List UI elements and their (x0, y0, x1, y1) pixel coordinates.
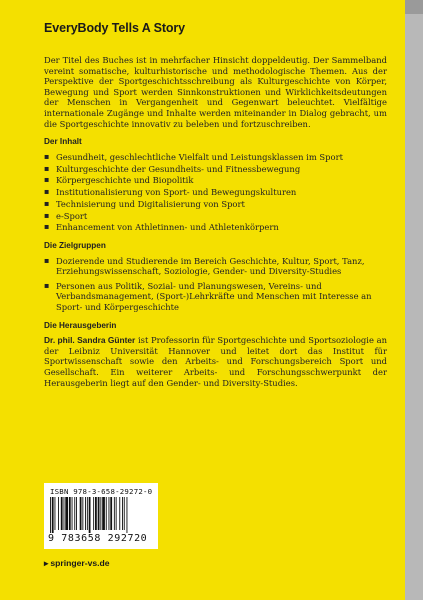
contents-list (44, 152, 387, 233)
list-item (44, 222, 387, 233)
barcode-bar (69, 497, 71, 530)
barcode-bar (127, 497, 128, 533)
bullet-icon: ▪ (44, 222, 50, 232)
barcode-bar (110, 497, 112, 530)
spine-edge (405, 0, 423, 600)
list-item-text: Kulturgeschichte der Gesundheits- und Fitnessbewegung (56, 163, 301, 174)
barcode-bar (85, 497, 86, 530)
website-text: springer-vs.de (50, 558, 110, 568)
contents-heading: Der Inhalt (44, 137, 82, 147)
barcode-bar (124, 497, 125, 530)
list-item-text: Institutionalisierung von Sport- und Bewegungskulturen (56, 187, 297, 198)
list-item (44, 199, 387, 210)
list-item-text: Personen aus Politik, Sozial- und Planungswesen, Vereins- und Verbandsmanagement, (Sport-)Lehrkräfte und Menschen mit Interesse an Sport- und Körpergeschichte (56, 280, 372, 312)
barcode-bar (55, 497, 56, 530)
list-item (44, 281, 387, 313)
barcode-bar (102, 497, 105, 530)
barcode-bars (50, 497, 154, 533)
list-item (44, 164, 387, 175)
barcode-bar (95, 497, 97, 530)
barcode-bar (106, 497, 107, 530)
barcode-bar (61, 497, 63, 530)
list-item (44, 187, 387, 198)
isbn-barcode (44, 483, 158, 549)
bullet-icon: ▪ (44, 187, 50, 197)
bullet-icon: ▪ (44, 175, 50, 185)
barcode-bar (65, 497, 68, 530)
barcode-bar (72, 497, 73, 530)
barcode-bar (80, 497, 82, 530)
barcode-bar (100, 497, 101, 530)
list-item-text: Körpergeschichte und Biopolitik (56, 175, 194, 186)
barcode-bar (64, 497, 65, 530)
list-item (44, 175, 387, 186)
publisher-website[interactable] (44, 558, 110, 569)
list-item (44, 152, 387, 163)
bullet-icon: ▪ (44, 151, 50, 161)
audience-heading: Die Zielgruppen (44, 241, 106, 251)
barcode-bar (109, 497, 110, 530)
isbn-label: ISBN 978-3-658-29272-0 (50, 487, 153, 496)
barcode-bar (50, 497, 51, 533)
editor-bio-text: ist Professorin für Sportgeschichte und Sportsoziologie an der Leibniz Universität Hannover und leitet dort das Institut für Sportwissenschaft sowie den Arbeits- und Forschungsbereich Sport und Gesellschaft. Ein weiterer Arbeits- und Forschungsschwerpunkt der Herausgeberin liegt auf den Gender- und Diversity-Studies. (44, 335, 387, 388)
editor-name: Dr. phil. Sandra Günter (44, 335, 136, 346)
arrow-right-icon: ▸ (44, 558, 49, 568)
list-item (44, 256, 387, 277)
barcode-bar (89, 497, 91, 533)
barcode-bar (93, 497, 94, 530)
list-item-text: e-Sport (56, 210, 88, 221)
bullet-icon: ▪ (44, 198, 50, 208)
editor-bio (44, 335, 387, 388)
barcode-bar (98, 497, 100, 530)
barcode-bar (82, 497, 83, 530)
barcode-bar (119, 497, 120, 530)
cover-text (44, 55, 387, 388)
book-title: EveryBody Tells A Story (44, 21, 186, 35)
bullet-icon: ▪ (44, 210, 50, 220)
barcode-digits: 9 783658 292720 (48, 533, 148, 544)
list-item-text: Gesundheit, geschlechtliche Vielfalt und Leistungsklassen im Sport (56, 151, 343, 162)
barcode-bar (116, 497, 117, 530)
spine-corner (405, 0, 423, 14)
bullet-icon: ▪ (44, 163, 50, 173)
list-item (44, 211, 387, 222)
list-item-text: Technisierung und Digitalisierung von Sport (56, 198, 245, 209)
barcode-bar (58, 497, 59, 530)
intro-paragraph: Der Titel des Buches ist in mehrfacher Hinsicht doppeldeutig. Der Sammelband vereint somatische, kulturhistorische und methodologische Themen. Aus der Perspektive der Sportgeschichtsschreibung als Kulturgeschichte von Körper, Bewegung und Sport werden Sinnkonstruktionen und Wirklichkeitsdeutungen der Menschen in Vergangenheit und Gegenwart beleuchtet. Vielfältige internationale Zugänge und Inhalte werden miteinander in Dialog gebracht, um die Sportgeschichte innovativ zu beleben und fortzuschreiben. (44, 55, 387, 129)
list-item-text: Enhancement von Athletinnen- und Athletenkörpern (56, 222, 279, 233)
barcode-bar (52, 497, 54, 533)
barcode-bar (122, 497, 123, 530)
barcode-bar (114, 497, 115, 530)
bullet-icon: ▪ (44, 255, 50, 265)
audience-list (44, 256, 387, 313)
barcode-bar (87, 497, 88, 530)
bullet-icon: ▪ (44, 280, 50, 290)
barcode-bar (74, 497, 75, 530)
editor-heading: Die Herausgeberin (44, 320, 117, 330)
barcode-bar (76, 497, 77, 530)
list-item-text: Dozierende und Studierende im Bereich Geschichte, Kultur, Sport, Tanz, Erziehungswissenschaft, Soziologie, Gender- und Diversity-Studies (56, 255, 365, 277)
